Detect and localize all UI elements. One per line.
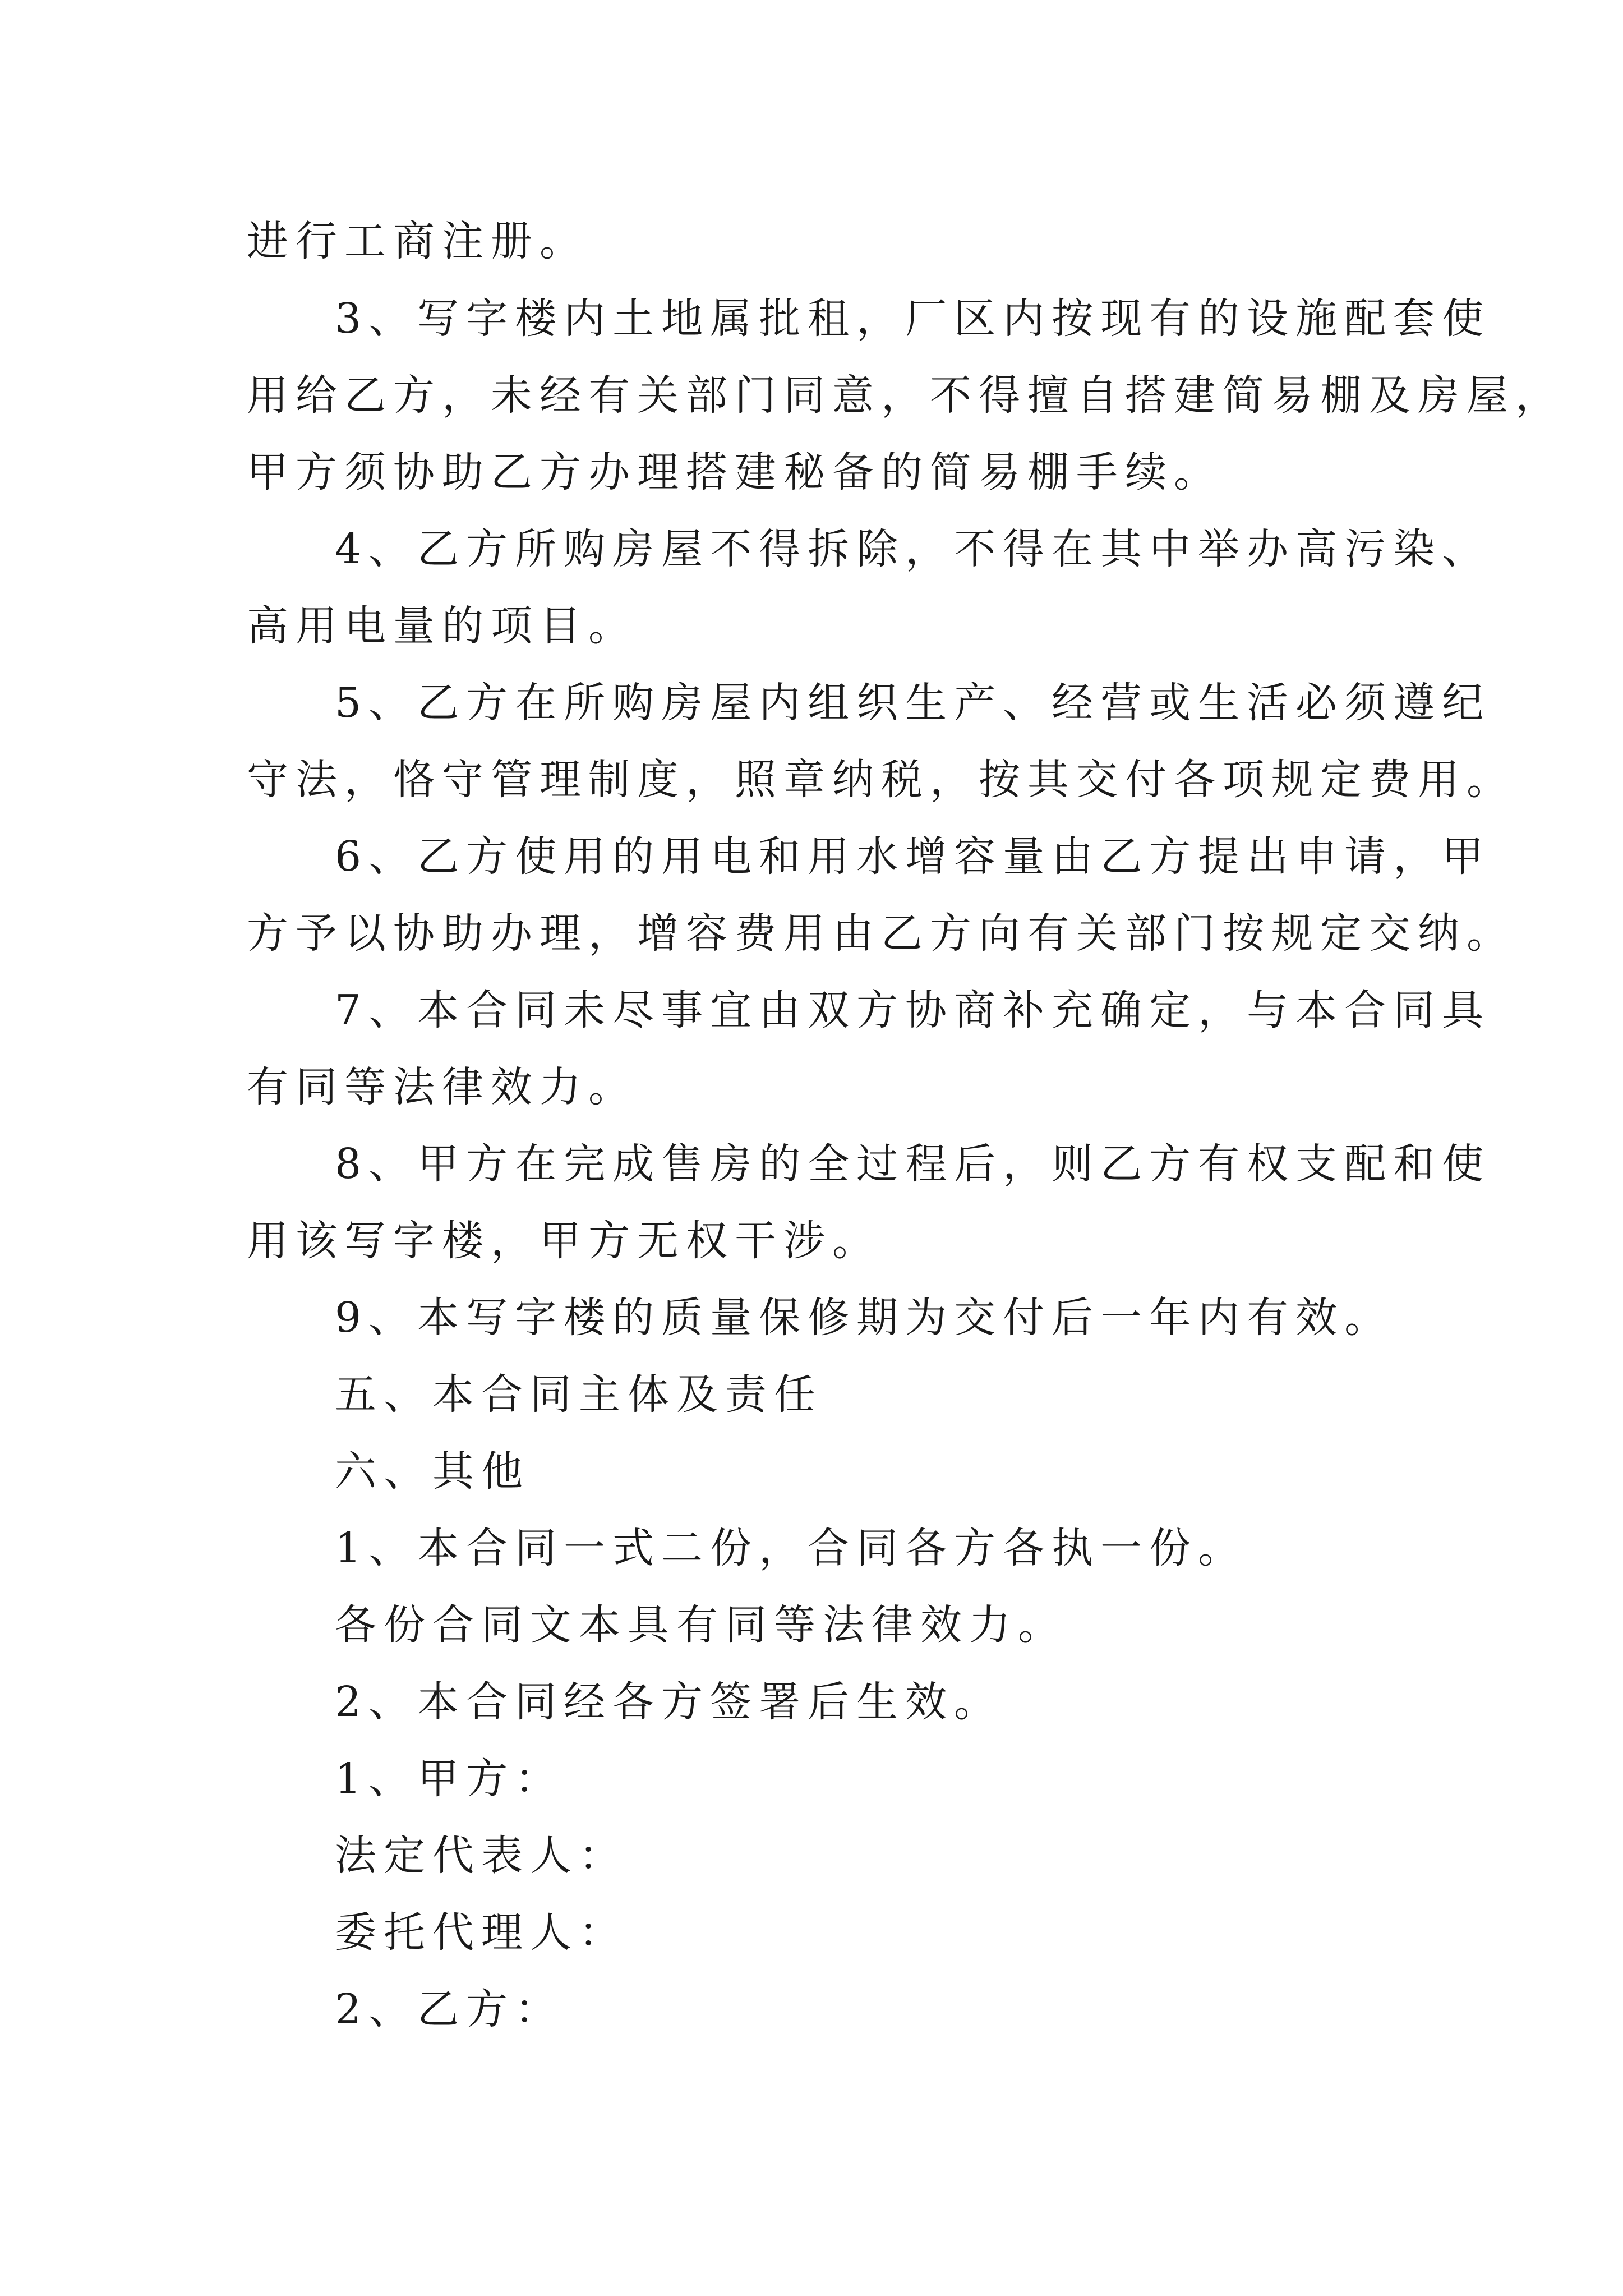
text-line: 方予以协助办理，增容费用由乙方向有关部门按规定交纳。 xyxy=(247,909,1515,958)
text-line: 各份合同文本具有同等法律效力。 xyxy=(335,1601,1067,1649)
text-line: 2、本合同经各方签署后生效。 xyxy=(335,1678,1003,1726)
text-line: 1、本合同一式二份，合同各方各执一份。 xyxy=(335,1524,1247,1572)
text-line: 进行工商注册。 xyxy=(247,217,588,265)
text-line: 有同等法律效力。 xyxy=(247,1063,637,1111)
text-line: 3、写字楼内土地属批租，厂区内按现有的设施配套使 xyxy=(335,295,1491,343)
section-heading: 五、本合同主体及责任 xyxy=(335,1370,823,1419)
signature-label: 法定代表人： xyxy=(335,1832,628,1880)
text-line: 6、乙方使用的用电和用水增容量由乙方提出申请，甲 xyxy=(335,832,1491,881)
text-line: 4、乙方所购房屋不得拆除，不得在其中举办高污染、 xyxy=(335,525,1491,573)
text-line: 5、乙方在所购房屋内组织生产、经营或生活必须遵纪 xyxy=(335,679,1491,727)
text-line: 7、本合同未尽事宜由双方协商补充确定，与本合同具 xyxy=(335,986,1491,1034)
text-line: 高用电量的项目。 xyxy=(247,602,637,650)
text-line: 甲方须协助乙方办理搭建秘备的简易棚手续。 xyxy=(247,448,1223,496)
text-line: 8、甲方在完成售房的全过程后，则乙方有权支配和使 xyxy=(335,1140,1491,1188)
text-line: 用该写字楼，甲方无权干涉。 xyxy=(247,1217,881,1265)
signature-label: 1、甲方： xyxy=(335,1755,564,1803)
signature-label: 委托代理人： xyxy=(335,1908,628,1957)
text-line: 9、本写字楼的质量保修期为交付后一年内有效。 xyxy=(335,1294,1394,1342)
signature-label: 2、乙方： xyxy=(335,1985,564,2033)
text-line: 守法，恪守管理制度，照章纳税，按其交付各项规定费用。 xyxy=(247,756,1515,804)
section-heading: 六、其他 xyxy=(335,1447,530,1496)
text-line: 用给乙方，未经有关部门同意，不得擅自搭建简易棚及房屋， xyxy=(247,371,1564,420)
